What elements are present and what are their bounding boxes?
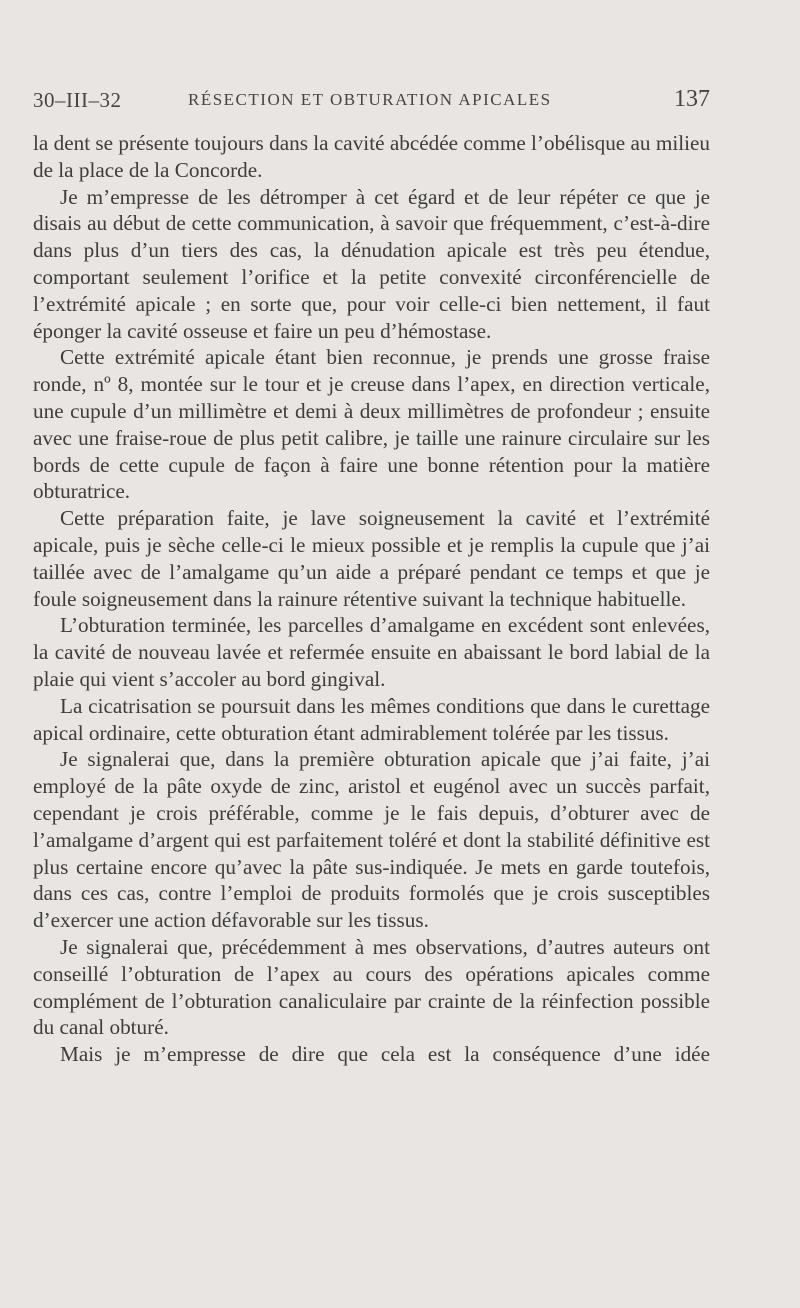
header-date: 30–III–32 bbox=[33, 88, 122, 112]
paragraph-2: Je m’empresse de les détromper à cet égard et de leur répéter ce que je disais au début de cette communication, à savoir que fréquemment, c’est-à-dire dans plus d’un tiers des cas, la dénudation apicale est très peu étendue, comportant seulement l’orifice et la petite convexité circonférencielle de l’extrémité apicale ; en sorte que, pour voir celle-ci bien nettement, il faut éponger la cavité osseuse et faire un peu d’hémostase. bbox=[33, 184, 710, 343]
paragraph-6: La cicatrisation se poursuit dans les mêmes conditions que dans le curettage apical ordinaire, cette obturation étant admirablement tolérée par les tissus. bbox=[33, 693, 710, 745]
paragraph-8: Je signalerai que, précédemment à mes observations, d’autres auteurs ont conseillé l’obturation de l’apex au cours des opérations apicales comme complément de l’obturation canaliculaire par crainte de la réinfection possible du canal obturé. bbox=[33, 934, 710, 1040]
paragraph-1: la dent se présente toujours dans la cavité abcédée comme l’obélisque au milieu de la place de la Concorde. bbox=[33, 131, 710, 182]
running-header bbox=[33, 84, 710, 118]
page-number: 137 bbox=[674, 86, 710, 112]
paragraph-3: Cette extrémité apicale étant bien reconnue, je prends une grosse fraise ronde, nº 8, montée sur le tour et je creuse dans l’apex, en direction verticale, une cupule d’un millimètre et demi à deux millimètres de profondeur ; ensuite avec une fraise-roue de plus petit calibre, je taille une rainure circulaire sur les bords de cette cupule de façon à faire une bonne rétention pour la matière obturatrice. bbox=[33, 345, 710, 504]
paragraph-4: Cette préparation faite, je lave soigneusement la cavité et l’extrémité apicale, puis je sèche celle-ci le mieux possible et je remplis la cupule que j’ai taillée avec de l’amalgame qu’un aide a préparé pendant ce temps et que je foule soigneusement dans la rainure rétentive suivant la technique habituelle. bbox=[33, 506, 710, 611]
paragraph-7: Je signalerai que, dans la première obturation apicale que j’ai faite, j’ai employé de la pâte oxyde de zinc, aristol et eugénol avec un succès parfait, cependant je crois préférable, comme je le fais depuis, d’obturer avec de l’amalgame d’argent qui est parfaitement toléré et dont la stabilité définitive est plus certaine encore qu’avec la pâte sus-indiquée. Je mets en garde toutefois, dans ces cas, contre l’emploi de produits formolés que je crois susceptibles d’exercer une action défavorable sur les tissus. bbox=[33, 747, 710, 933]
body-text bbox=[33, 130, 710, 1068]
header-title: RÉSECTION ET OBTURATION APICALES bbox=[188, 90, 552, 109]
paragraph-5: L’obturation terminée, les parcelles d’amalgame en excédent sont enlevées, la cavité de nouveau lavée et refermée ensuite en abaissant le bord labial de la plaie qui vient s’accoler au bord gingival. bbox=[33, 613, 710, 691]
paragraph-9: Mais je m’empresse de dire que cela est la conséquence d’une idée bbox=[60, 1042, 710, 1067]
